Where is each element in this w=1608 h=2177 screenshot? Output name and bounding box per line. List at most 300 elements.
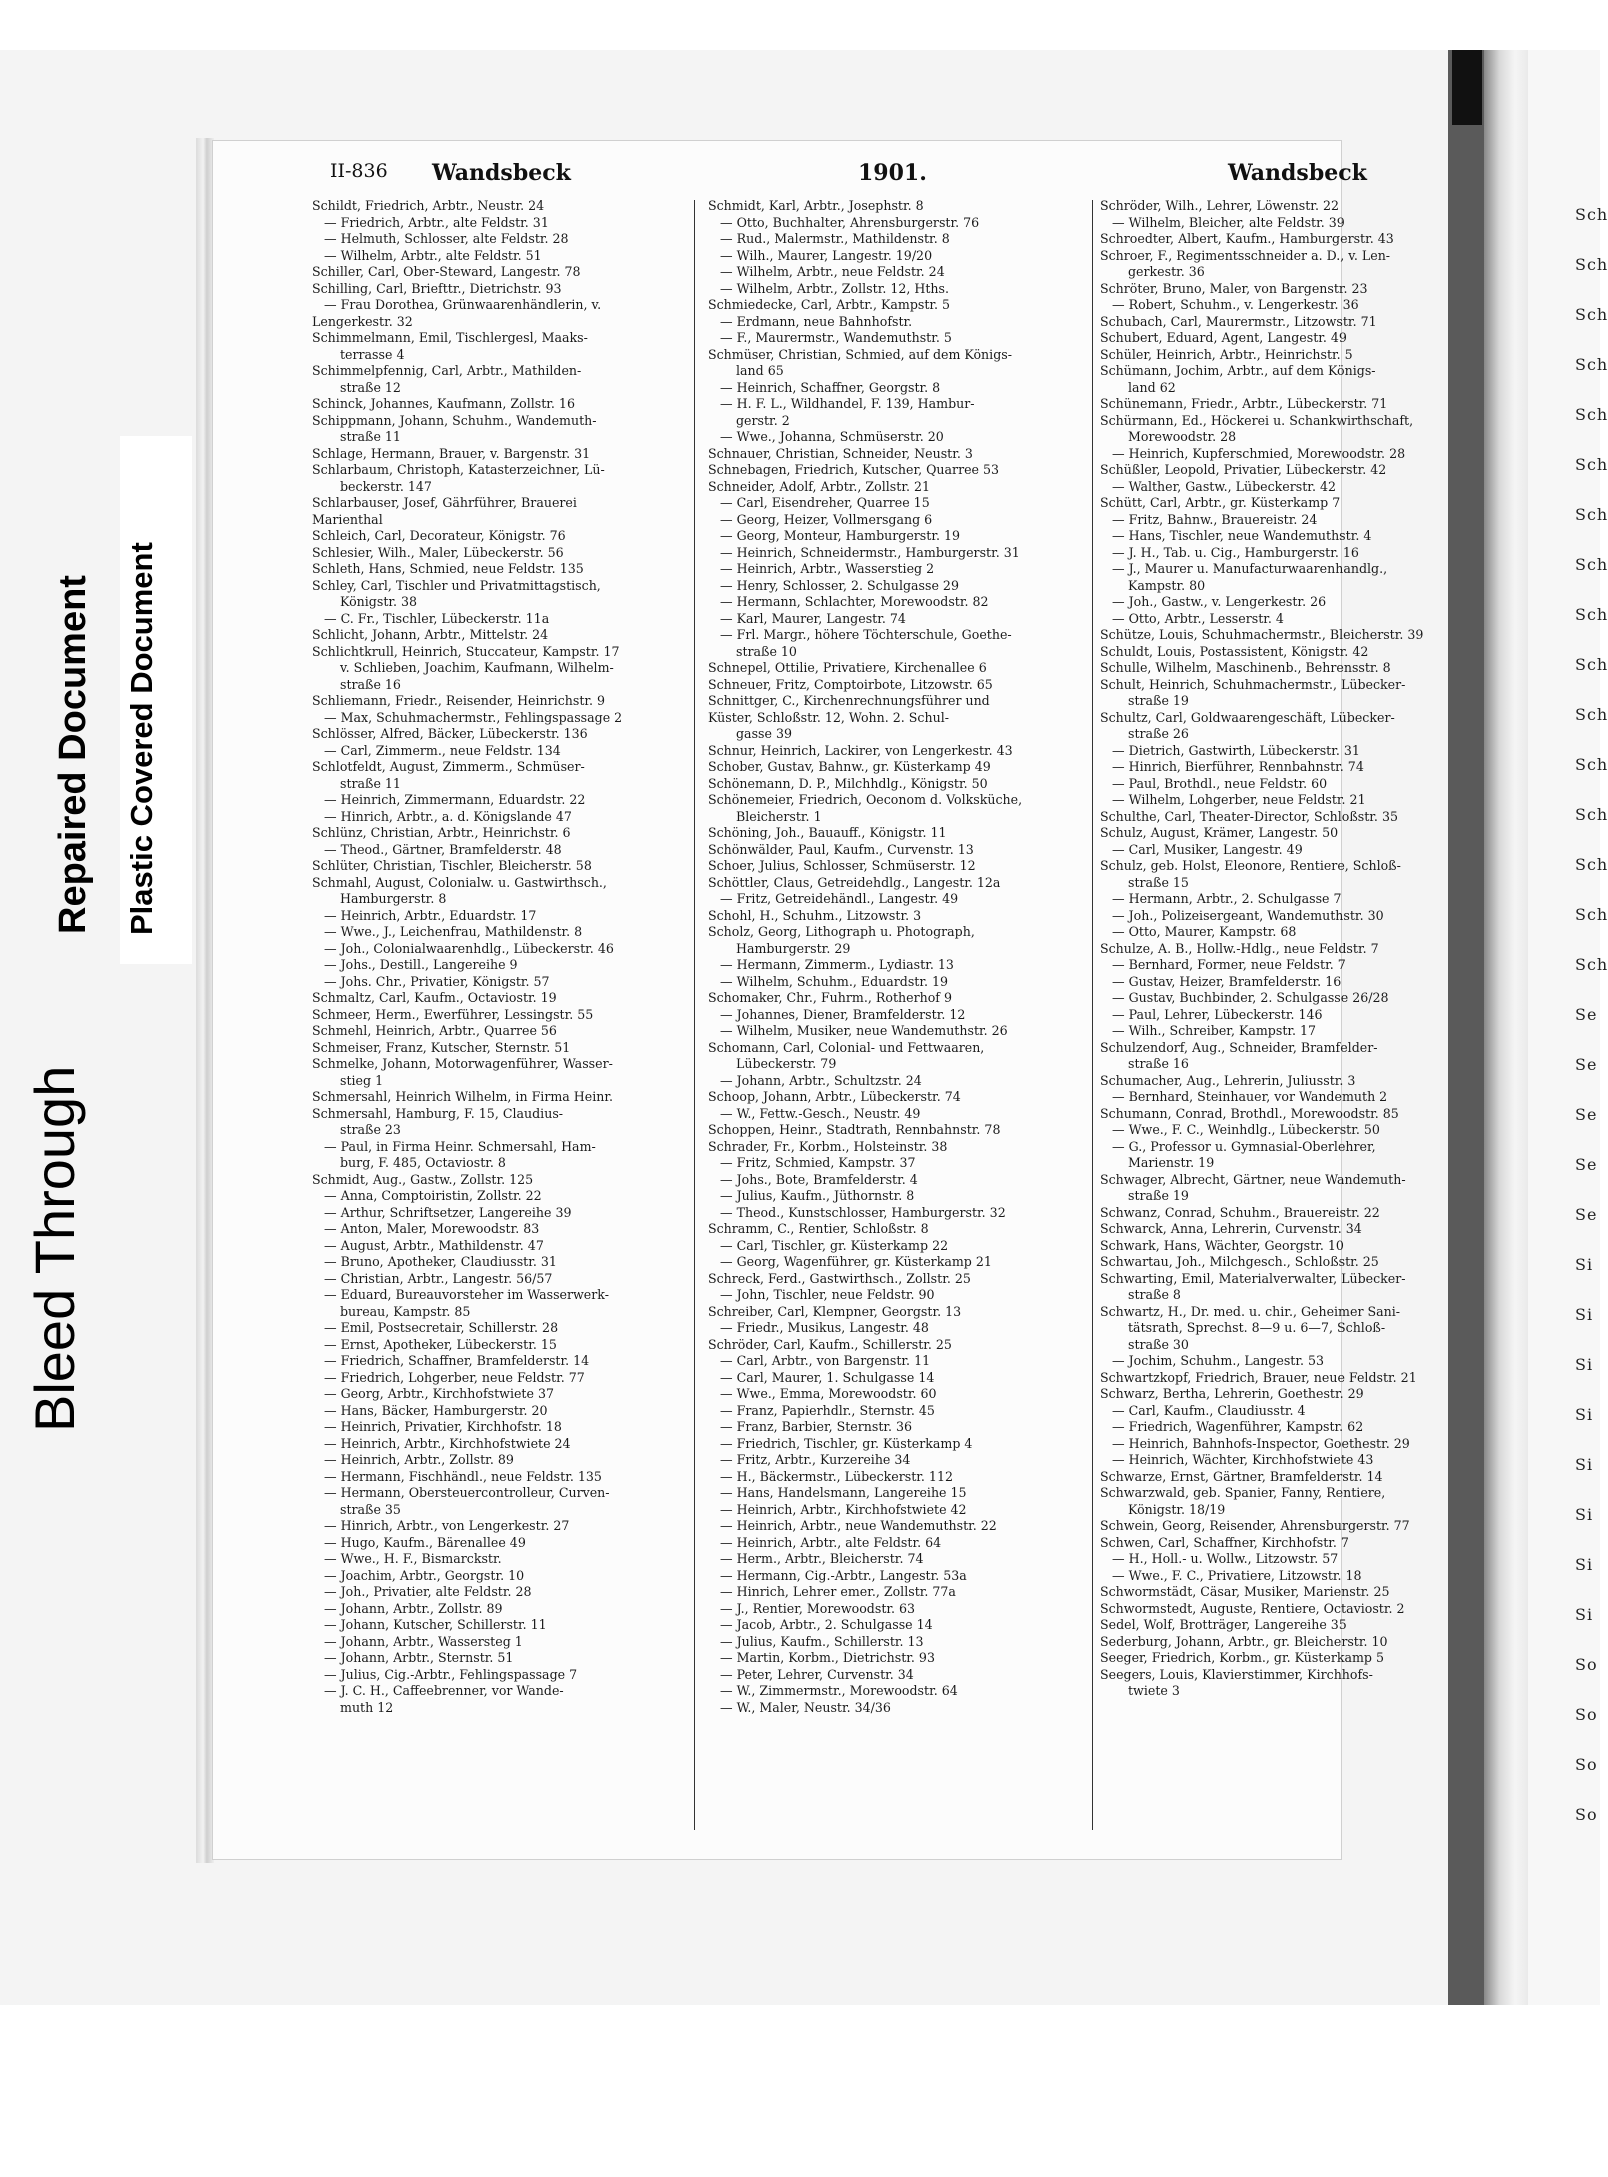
directory-line: — Julius, Kaufm., Jüthornstr. 8 bbox=[720, 1188, 915, 1203]
directory-line: Schlarbaum, Christoph, Katasterzeichner, Lü- bbox=[312, 462, 605, 477]
directory-line: — Wilhelm, Schuhm., Eduardstr. 19 bbox=[720, 973, 949, 989]
directory-line: Schult, Heinrich, Schuhmachermstr., Lübecker- bbox=[1100, 676, 1406, 692]
page-number: II-836 bbox=[330, 160, 388, 182]
directory-line: Schultz, Carl, Goldwaarengeschäft, Lübecker- bbox=[1100, 709, 1395, 725]
directory-line: Schröder, Carl, Kaufm., Schillerstr. 25 bbox=[708, 1336, 952, 1352]
directory-line: stieg 1 bbox=[340, 1072, 384, 1088]
directory-line: — Heinrich, Arbtr., neue Wandemuthstr. 22 bbox=[720, 1518, 997, 1533]
directory-line: — Hermann, Arbtr., 2. Schulgasse 7 bbox=[1112, 891, 1342, 906]
next-page-fragment: Se bbox=[1575, 1155, 1598, 1174]
directory-line: twiete 3 bbox=[1128, 1683, 1180, 1698]
directory-line: — Hermann, Schlachter, Morewoodstr. 82 bbox=[720, 594, 989, 609]
directory-line: — Georg, Arbtr., Kirchhofstwiete 37 bbox=[324, 1386, 554, 1401]
directory-line: Schoer, Julius, Schlosser, Schmüserstr. 12 bbox=[708, 858, 976, 873]
directory-line: Schütt, Carl, Arbtr., gr. Küsterkamp 7 bbox=[1100, 495, 1341, 510]
directory-line: — Wwe., H. F., Bismarckstr. bbox=[324, 1551, 502, 1566]
directory-line: Schumacher, Aug., Lehrerin, Juliusstr. 3 bbox=[1100, 1072, 1356, 1088]
directory-line: — Rud., Malermstr., Mathildenstr. 8 bbox=[720, 231, 950, 246]
directory-line: — Julius, Cig.-Arbtr., Fehlingspassage 7 bbox=[324, 1666, 578, 1682]
directory-line: Schwen, Carl, Schaffner, Kirchhofstr. 7 bbox=[1100, 1534, 1349, 1550]
directory-line: Schnepel, Ottilie, Privatiere, Kirchenallee 6 bbox=[708, 660, 987, 675]
directory-line: — Emil, Postsecretair, Schillerstr. 28 bbox=[324, 1320, 559, 1335]
directory-line: — Heinrich, Schaffner, Georgstr. 8 bbox=[720, 379, 941, 395]
directory-line: — Fritz, Getreidehändl., Langestr. 49 bbox=[720, 891, 959, 906]
directory-line: Schlesier, Wilh., Maler, Lübeckerstr. 56 bbox=[312, 544, 564, 560]
next-page-fragment: Sch bbox=[1575, 955, 1608, 974]
directory-line: Sedel, Wolf, Brotträger, Langereihe 35 bbox=[1100, 1617, 1347, 1632]
directory-line: Schmiedecke, Carl, Arbtr., Kampstr. 5 bbox=[708, 297, 951, 312]
directory-line: land 65 bbox=[736, 363, 784, 378]
directory-line: Schubach, Carl, Maurermstr., Litzowstr. 71 bbox=[1100, 313, 1377, 329]
directory-line: Schmersahl, Heinrich Wilhelm, in Firma Heinr. bbox=[312, 1089, 614, 1104]
next-page-fragment: Si bbox=[1575, 1305, 1594, 1324]
directory-line: — Wilhelm, Bleicher, alte Feldstr. 39 bbox=[1112, 214, 1345, 230]
directory-line: Scholz, Georg, Lithograph u. Photograph, bbox=[708, 924, 975, 939]
directory-line: — Georg, Heizer, Vollmersgang 6 bbox=[720, 511, 933, 527]
directory-line: — Wilhelm, Arbtr., alte Feldstr. 51 bbox=[324, 247, 542, 263]
directory-line: Schnur, Heinrich, Lackirer, von Lengerkestr. 43 bbox=[708, 742, 1013, 758]
directory-line: — August, Arbtr., Mathildenstr. 47 bbox=[324, 1237, 544, 1253]
directory-line: — H., Holl.- u. Wollw., Litzowstr. 57 bbox=[1112, 1551, 1339, 1566]
bleed-through-label: Bleed Through bbox=[23, 1065, 86, 1432]
directory-line: — Franz, Barbier, Sternstr. 36 bbox=[720, 1419, 913, 1434]
directory-line: straße 10 bbox=[736, 643, 797, 659]
directory-line: Schulzendorf, Aug., Schneider, Bramfelder- bbox=[1100, 1039, 1378, 1055]
directory-line: — Franz, Papierhdlr., Sternstr. 45 bbox=[720, 1402, 935, 1418]
directory-line: — Georg, Wagenführer, gr. Küsterkamp 21 bbox=[720, 1254, 992, 1269]
directory-line: straße 35 bbox=[340, 1501, 401, 1517]
next-page-fragment: So bbox=[1575, 1755, 1598, 1774]
directory-line: Schröter, Bruno, Maler, von Bargenstr. 23 bbox=[1100, 280, 1368, 296]
directory-line: — W., Fettw.-Gesch., Neustr. 49 bbox=[720, 1105, 921, 1121]
directory-line: — Carl, Eisendreher, Quarree 15 bbox=[720, 495, 930, 510]
directory-line: — Heinrich, Arbtr., Eduardstr. 17 bbox=[324, 907, 537, 923]
next-page-fragment: Sch bbox=[1575, 405, 1608, 424]
directory-line: — Hugo, Kaufm., Bärenallee 49 bbox=[324, 1534, 526, 1550]
directory-line: — Hermann, Cig.-Arbtr., Langestr. 53a bbox=[720, 1567, 967, 1583]
directory-line: Schmidt, Karl, Arbtr., Josephstr. 8 bbox=[708, 198, 924, 213]
directory-line: — Hans, Bäcker, Hamburgerstr. 20 bbox=[324, 1402, 548, 1418]
directory-line: — Johannes, Diener, Bramfelderstr. 12 bbox=[720, 1006, 966, 1022]
directory-line: — Heinrich, Privatier, Kirchhofstr. 18 bbox=[324, 1419, 562, 1434]
directory-line: — Joh., Colonialwaarenhdlg., Lübeckerstr. 46 bbox=[324, 940, 614, 956]
directory-line: — Johann, Arbtr., Wassersteg 1 bbox=[324, 1633, 523, 1649]
directory-line: — Heinrich, Arbtr., Zollstr. 89 bbox=[324, 1452, 514, 1467]
directory-line: — Eduard, Bureauvorsteher im Wasserwerk- bbox=[324, 1287, 609, 1302]
directory-line: — Hans, Handelsmann, Langereihe 15 bbox=[720, 1485, 967, 1500]
directory-line: — H. F. L., Wildhandel, F. 139, Hambur- bbox=[720, 396, 975, 411]
directory-line: Schönwälder, Paul, Kaufm., Curvenstr. 13 bbox=[708, 841, 974, 857]
directory-line: — Johann, Kutscher, Schillerstr. 11 bbox=[324, 1617, 547, 1632]
directory-line: — Friedrich, Tischler, gr. Küsterkamp 4 bbox=[720, 1435, 973, 1451]
directory-line: — Max, Schuhmachermstr., Fehlingspassage 2 bbox=[324, 709, 623, 725]
directory-line: Schwarz, Bertha, Lehrerin, Goethestr. 29 bbox=[1100, 1386, 1364, 1401]
directory-line: Lübeckerstr. 79 bbox=[736, 1056, 837, 1071]
directory-line: — Joh., Polizeisergeant, Wandemuthstr. 30 bbox=[1112, 907, 1384, 923]
next-page-fragment: Sch bbox=[1575, 705, 1608, 724]
directory-line: Schomaker, Chr., Fuhrm., Rotherhof 9 bbox=[708, 990, 952, 1005]
directory-line: — Anton, Maler, Morewoodstr. 83 bbox=[324, 1221, 540, 1236]
directory-line: — Hinrich, Arbtr., a. d. Königslande 47 bbox=[324, 808, 572, 824]
directory-line: — Frl. Margr., höhere Töchterschule, Goethe- bbox=[720, 627, 1012, 642]
directory-line: — Fritz, Schmied, Kampstr. 37 bbox=[720, 1155, 916, 1170]
directory-line: Schoppen, Heinr., Stadtrath, Rennbahnstr. 78 bbox=[708, 1122, 1001, 1137]
directory-line: Schroer, F., Regimentsschneider a. D., v. Len- bbox=[1100, 247, 1391, 263]
directory-line: Küster, Schloßstr. 12, Wohn. 2. Schul- bbox=[708, 709, 949, 725]
directory-line: straße 19 bbox=[1128, 693, 1189, 708]
directory-line: — Fritz, Bahnw., Brauereistr. 24 bbox=[1112, 511, 1318, 527]
directory-line: Schlotfeldt, August, Zimmerm., Schmüser- bbox=[312, 759, 585, 774]
directory-line: — Wilhelm, Arbtr., Zollstr. 12, Hths. bbox=[720, 280, 950, 296]
directory-line: — Georg, Monteur, Hamburgerstr. 19 bbox=[720, 528, 960, 543]
directory-line: — Wilh., Maurer, Langestr. 19/20 bbox=[720, 247, 933, 263]
directory-line: Schönemann, D. P., Milchhdlg., Königstr. 50 bbox=[708, 775, 988, 791]
directory-line: — Gustav, Buchbinder, 2. Schulgasse 26/28 bbox=[1112, 990, 1389, 1005]
directory-line: Schlichtkrull, Heinrich, Stuccateur, Kampstr. 17 bbox=[312, 643, 620, 659]
directory-line: Schwartzkopf, Friedrich, Brauer, neue Feldstr. 21 bbox=[1100, 1369, 1417, 1385]
directory-line: — Paul, Lehrer, Lübeckerstr. 146 bbox=[1112, 1006, 1323, 1022]
directory-line: — Bernhard, Former, neue Feldstr. 7 bbox=[1112, 957, 1346, 972]
directory-line: Schöning, Joh., Bauauff., Königstr. 11 bbox=[708, 825, 947, 840]
directory-line: straße 8 bbox=[1128, 1287, 1181, 1302]
directory-line: Schroedter, Albert, Kaufm., Hamburgerstr. 43 bbox=[1100, 231, 1394, 246]
directory-line: — Paul, Brothdl., neue Feldstr. 60 bbox=[1112, 775, 1328, 791]
directory-line: — Jacob, Arbtr., 2. Schulgasse 14 bbox=[720, 1617, 933, 1632]
directory-line: — J., Rentier, Morewoodstr. 63 bbox=[720, 1600, 916, 1616]
directory-line: — Bernhard, Steinhauer, vor Wandemuth 2 bbox=[1112, 1089, 1388, 1104]
directory-line: — Wilhelm, Lohgerber, neue Feldstr. 21 bbox=[1112, 792, 1366, 807]
directory-line: straße 11 bbox=[340, 429, 401, 444]
directory-line: burg, F. 485, Octaviostr. 8 bbox=[340, 1155, 506, 1170]
next-page-fragment: Si bbox=[1575, 1555, 1594, 1574]
directory-line: Seegers, Louis, Klavierstimmer, Kirchhofs- bbox=[1100, 1666, 1373, 1682]
directory-line: Schippmann, Johann, Schuhm., Wandemuth- bbox=[312, 412, 597, 428]
next-page-fragment: So bbox=[1575, 1705, 1598, 1724]
running-head-left: Wandsbeck bbox=[432, 160, 571, 186]
next-page-fragment: Sch bbox=[1575, 205, 1608, 224]
directory-line: Schwormstedt, Auguste, Rentiere, Octaviostr. 2 bbox=[1100, 1600, 1405, 1616]
next-page-fragment: Si bbox=[1575, 1405, 1594, 1424]
directory-line: bureau, Kampstr. 85 bbox=[340, 1303, 471, 1319]
directory-line: — Heinrich, Arbtr., alte Feldstr. 64 bbox=[720, 1534, 942, 1550]
directory-line: — Heinrich, Arbtr., Wasserstieg 2 bbox=[720, 561, 935, 576]
directory-line: Schrader, Fr., Korbm., Holsteinstr. 38 bbox=[708, 1138, 948, 1154]
directory-line: — Peter, Lehrer, Curvenstr. 34 bbox=[720, 1666, 914, 1682]
directory-line: — Wwe., J., Leichenfrau, Mathildenstr. 8 bbox=[324, 924, 583, 939]
directory-line: — Hermann, Zimmerm., Lydiastr. 13 bbox=[720, 957, 954, 972]
directory-line: — Fritz, Arbtr., Kurzereihe 34 bbox=[720, 1452, 911, 1467]
directory-line: — Johs. Chr., Privatier, Königstr. 57 bbox=[324, 973, 550, 989]
column-rule bbox=[694, 200, 695, 1830]
directory-line: straße 26 bbox=[1128, 726, 1189, 741]
directory-line: Schwager, Albrecht, Gärtner, neue Wandemuth- bbox=[1100, 1171, 1406, 1187]
directory-line: — F., Maurermstr., Wandemuthstr. 5 bbox=[720, 330, 952, 345]
directory-line: Schmelke, Johann, Motorwagenführer, Wasser- bbox=[312, 1056, 613, 1071]
directory-line: — C. Fr., Tischler, Lübeckerstr. 11a bbox=[324, 610, 550, 626]
directory-line: v. Schlieben, Joachim, Kaufmann, Wilhelm- bbox=[340, 660, 614, 675]
directory-line: Schulthe, Carl, Theater-Director, Schloßstr. 35 bbox=[1100, 808, 1398, 824]
binding-shadow bbox=[1452, 50, 1482, 125]
directory-line: — Anna, Comptoiristin, Zollstr. 22 bbox=[324, 1188, 542, 1203]
directory-line: — Wilhelm, Musiker, neue Wandemuthstr. 26 bbox=[720, 1023, 1008, 1038]
directory-line: Schönemeier, Friedrich, Oeconom d. Volksküche, bbox=[708, 792, 1023, 807]
directory-line: Schiller, Carl, Ober-Steward, Langestr. 78 bbox=[312, 264, 581, 279]
directory-line: Schley, Carl, Tischler und Privatmittagstisch, bbox=[312, 577, 601, 593]
directory-line: — Gustav, Heizer, Bramfelderstr. 16 bbox=[1112, 973, 1342, 989]
directory-line: Schöttler, Claus, Getreidehdlg., Langestr. 12a bbox=[708, 874, 1001, 890]
next-page-fragment: Si bbox=[1575, 1355, 1594, 1374]
directory-line: Schulze, A. B., Hollw.-Hdlg., neue Feldstr. 7 bbox=[1100, 940, 1379, 956]
directory-line: — Carl, Maurer, 1. Schulgasse 14 bbox=[720, 1369, 935, 1385]
next-page-edge bbox=[1484, 50, 1528, 2005]
directory-line: — Friedrich, Lohgerber, neue Feldstr. 77 bbox=[324, 1369, 585, 1385]
directory-line: Seeger, Friedrich, Korbm., gr. Küsterkamp 5 bbox=[1100, 1650, 1384, 1665]
directory-line: — Joh., Gastw., v. Lengerkestr. 26 bbox=[1112, 594, 1327, 609]
directory-line: — Hinrich, Bierführer, Rennbahnstr. 74 bbox=[1112, 759, 1364, 774]
directory-line: Schomann, Carl, Colonial- und Fettwaaren, bbox=[708, 1039, 985, 1055]
next-page-fragment: Sch bbox=[1575, 455, 1608, 474]
directory-line: — Heinrich, Wächter, Kirchhofstwiete 43 bbox=[1112, 1452, 1374, 1467]
directory-line: Schneider, Adolf, Arbtr., Zollstr. 21 bbox=[708, 478, 930, 494]
next-page-fragment: So bbox=[1575, 1655, 1598, 1674]
directory-line: straße 11 bbox=[340, 775, 401, 791]
directory-column-3 bbox=[1100, 198, 1445, 1700]
directory-line: Schilling, Carl, Briefttr., Dietrichstr. 93 bbox=[312, 280, 562, 296]
directory-line: — Arthur, Schriftsetzer, Langereihe 39 bbox=[324, 1204, 572, 1220]
directory-line: — Joh., Privatier, alte Feldstr. 28 bbox=[324, 1584, 532, 1599]
directory-line: Schmeiser, Franz, Kutscher, Sternstr. 51 bbox=[312, 1039, 571, 1055]
directory-line: Königstr. 38 bbox=[340, 594, 418, 609]
directory-line: — Robert, Schuhm., v. Lengerkestr. 36 bbox=[1112, 297, 1359, 312]
next-page-fragment: So bbox=[1575, 1805, 1598, 1824]
column-rule bbox=[1092, 200, 1093, 1830]
directory-line: Schnauer, Christian, Schneider, Neustr. 3 bbox=[708, 445, 973, 461]
next-page-fragment: Si bbox=[1575, 1255, 1594, 1274]
repaired-document-label: Repaired Document bbox=[52, 575, 94, 934]
directory-line: Schnittger, C., Kirchenrechnungsführer und bbox=[708, 693, 990, 708]
directory-line: — Otto, Arbtr., Lesserstr. 4 bbox=[1112, 610, 1284, 626]
directory-line: straße 15 bbox=[1128, 874, 1189, 890]
directory-line: — Hans, Tischler, neue Wandemuthstr. 4 bbox=[1112, 528, 1372, 543]
directory-line: straße 16 bbox=[340, 676, 401, 692]
directory-line: — Heinrich, Arbtr., Kirchhofstwiete 24 bbox=[324, 1435, 571, 1451]
next-page-fragment: Si bbox=[1575, 1455, 1594, 1474]
directory-line: — Friedr., Musikus, Langestr. 48 bbox=[720, 1320, 929, 1335]
directory-line: Schoop, Johann, Arbtr., Lübeckerstr. 74 bbox=[708, 1089, 961, 1104]
directory-line: — Wwe., F. C., Weinhdlg., Lübeckerstr. 50 bbox=[1112, 1122, 1380, 1137]
next-page-fragment: Si bbox=[1575, 1605, 1594, 1624]
directory-line: Schnebagen, Friedrich, Kutscher, Quarree 53 bbox=[708, 462, 1000, 477]
directory-line: Schlicht, Johann, Arbtr., Mittelstr. 24 bbox=[312, 627, 549, 642]
directory-line: beckerstr. 147 bbox=[340, 478, 432, 494]
directory-line: — Johann, Arbtr., Zollstr. 89 bbox=[324, 1600, 503, 1616]
directory-line: Schober, Gustav, Bahnw., gr. Küsterkamp 49 bbox=[708, 759, 991, 774]
directory-line: Schüßler, Leopold, Privatier, Lübeckerstr. 42 bbox=[1100, 462, 1387, 477]
directory-line: — Friedrich, Schaffner, Bramfelderstr. 14 bbox=[324, 1353, 590, 1368]
directory-line: — Joachim, Arbtr., Georgstr. 10 bbox=[324, 1567, 525, 1583]
directory-line: Marienstr. 19 bbox=[1128, 1155, 1215, 1170]
directory-line: Schwein, Georg, Reisender, Ahrensburgerstr. 77 bbox=[1100, 1518, 1410, 1533]
directory-line: Schulz, geb. Holst, Eleonore, Rentiere, Schloß- bbox=[1100, 858, 1401, 873]
directory-line: — Wwe., F. C., Privatiere, Litzowstr. 18 bbox=[1112, 1567, 1362, 1583]
next-page-fragment: Se bbox=[1575, 1205, 1598, 1224]
directory-line: — Theod., Gärtner, Bramfelderstr. 48 bbox=[324, 841, 562, 857]
directory-line: — J. C. H., Caffeebrenner, vor Wande- bbox=[324, 1683, 564, 1698]
directory-line: gasse 39 bbox=[736, 726, 792, 741]
directory-line: Schimmelpfennig, Carl, Arbtr., Mathilden- bbox=[312, 363, 582, 378]
directory-line: — Walther, Gastw., Lübeckerstr. 42 bbox=[1112, 478, 1336, 494]
next-page-fragment: Se bbox=[1575, 1055, 1598, 1074]
plastic-covered-label: Plastic Covered Document bbox=[124, 542, 159, 935]
directory-line: — Helmuth, Schlosser, alte Feldstr. 28 bbox=[324, 231, 569, 246]
directory-line: Kampstr. 80 bbox=[1128, 577, 1206, 593]
directory-line: muth 12 bbox=[340, 1699, 394, 1715]
directory-line: Schwarzwald, geb. Spanier, Fanny, Rentiere, bbox=[1100, 1485, 1386, 1500]
next-page-fragment: Sch bbox=[1575, 655, 1608, 674]
directory-line: — Martin, Korbm., Dietrichstr. 93 bbox=[720, 1650, 935, 1665]
directory-line: Schürmann, Ed., Höckerei u. Schankwirthschaft, bbox=[1100, 412, 1414, 428]
directory-line: — W., Maler, Neustr. 34/36 bbox=[720, 1699, 891, 1715]
next-page-fragment: Sch bbox=[1575, 355, 1608, 374]
directory-line: — Hermann, Obersteuercontrolleur, Curven- bbox=[324, 1485, 610, 1500]
directory-line: — Friedrich, Arbtr., alte Feldstr. 31 bbox=[324, 214, 549, 230]
directory-line: — Heinrich, Arbtr., Kirchhofstwiete 42 bbox=[720, 1501, 967, 1517]
directory-line: Schwanz, Conrad, Schuhm., Brauereistr. 22 bbox=[1100, 1204, 1380, 1220]
directory-line: straße 30 bbox=[1128, 1336, 1189, 1352]
directory-line: — Heinrich, Bahnhofs-Inspector, Goethestr. 29 bbox=[1112, 1435, 1410, 1451]
directory-line: Schneuer, Fritz, Comptoirbote, Litzowstr. 65 bbox=[708, 676, 993, 692]
directory-line: straße 12 bbox=[340, 379, 401, 395]
directory-line: — J., Maurer u. Manufacturwaarenhandlg., bbox=[1112, 561, 1388, 576]
directory-line: Hamburgerstr. 29 bbox=[736, 940, 851, 956]
directory-line: Königstr. 18/19 bbox=[1128, 1501, 1226, 1517]
directory-line: — Frau Dorothea, Grünwaarenhändlerin, v. bbox=[324, 297, 602, 312]
directory-line: Schmüser, Christian, Schmied, auf dem Königs- bbox=[708, 346, 1012, 362]
directory-line: — Christian, Arbtr., Langestr. 56/57 bbox=[324, 1270, 553, 1286]
directory-line: Schmaltz, Carl, Kaufm., Octaviostr. 19 bbox=[312, 990, 557, 1005]
directory-line: land 62 bbox=[1128, 379, 1176, 395]
directory-line: Schüler, Heinrich, Arbtr., Heinrichstr. 5 bbox=[1100, 346, 1353, 362]
directory-line: Schildt, Friedrich, Arbtr., Neustr. 24 bbox=[312, 198, 545, 213]
directory-line: Schröder, Wilh., Lehrer, Löwenstr. 22 bbox=[1100, 198, 1339, 213]
next-page-fragment: Si bbox=[1575, 1505, 1594, 1524]
directory-line: Lengerkestr. 32 bbox=[312, 313, 413, 329]
directory-line: Schramm, C., Rentier, Schloßstr. 8 bbox=[708, 1221, 929, 1236]
directory-line: straße 23 bbox=[340, 1122, 401, 1137]
directory-line: — Hinrich, Lehrer emer., Zollstr. 77a bbox=[720, 1584, 956, 1599]
directory-line: Schünemann, Friedr., Arbtr., Lübeckerstr. 71 bbox=[1100, 396, 1388, 411]
directory-line: Schubert, Eduard, Agent, Langestr. 49 bbox=[1100, 330, 1347, 345]
directory-line: Schinck, Johannes, Kaufmann, Zollstr. 16 bbox=[312, 396, 575, 411]
directory-line: tätsrath, Sprechst. 8—9 u. 6—7, Schloß- bbox=[1128, 1320, 1386, 1335]
directory-line: gerkestr. 36 bbox=[1128, 264, 1205, 279]
directory-line: Schlüter, Christian, Tischler, Bleicherstr. 58 bbox=[312, 858, 592, 873]
directory-line: Schulle, Wilhelm, Maschinenb., Behrensstr. 8 bbox=[1100, 660, 1391, 675]
directory-line: Schütze, Louis, Schuhmachermstr., Bleicherstr. 39 bbox=[1100, 627, 1424, 642]
directory-line: — Wwe., Emma, Morewoodstr. 60 bbox=[720, 1386, 937, 1401]
running-head-year: 1901. bbox=[858, 160, 927, 186]
directory-column-1 bbox=[312, 198, 682, 1716]
directory-line: Schmahl, August, Colonialw. u. Gastwirthsch., bbox=[312, 874, 607, 890]
directory-line: — Carl, Zimmerm., neue Feldstr. 134 bbox=[324, 742, 561, 758]
next-page-fragment: Se bbox=[1575, 1005, 1598, 1024]
directory-line: gerstr. 2 bbox=[736, 412, 790, 428]
directory-line: Morewoodstr. 28 bbox=[1128, 429, 1237, 444]
directory-line: Schleich, Carl, Decorateur, Königstr. 76 bbox=[312, 528, 566, 543]
directory-line: Schleth, Hans, Schmied, neue Feldstr. 135 bbox=[312, 561, 584, 576]
directory-line: — Friedrich, Wagenführer, Kampstr. 62 bbox=[1112, 1419, 1364, 1434]
directory-line: — W., Zimmermstr., Morewoodstr. 64 bbox=[720, 1683, 958, 1698]
directory-line: — Herm., Arbtr., Bleicherstr. 74 bbox=[720, 1551, 924, 1566]
directory-line: Bleicherstr. 1 bbox=[736, 808, 822, 824]
directory-line: — Karl, Maurer, Langestr. 74 bbox=[720, 610, 906, 626]
next-page-fragment: Sch bbox=[1575, 855, 1608, 874]
directory-line: — Dietrich, Gastwirth, Lübeckerstr. 31 bbox=[1112, 742, 1360, 758]
directory-line: — G., Professor u. Gymnasial-Oberlehrer, bbox=[1112, 1138, 1376, 1154]
directory-line: Schlünz, Christian, Arbtr., Heinrichstr. 6 bbox=[312, 825, 571, 840]
directory-line: — Hinrich, Arbtr., von Lengerkestr. 27 bbox=[324, 1518, 570, 1533]
directory-line: Schwormstädt, Cäsar, Musiker, Marienstr. 25 bbox=[1100, 1584, 1390, 1599]
next-page-fragment: Sch bbox=[1575, 805, 1608, 824]
directory-line: — Johann, Arbtr., Sternstr. 51 bbox=[324, 1650, 514, 1665]
next-page-fragment: Sch bbox=[1575, 305, 1608, 324]
directory-line: Schwarck, Anna, Lehrerin, Curvenstr. 34 bbox=[1100, 1221, 1362, 1236]
directory-line: — Heinrich, Zimmermann, Eduardstr. 22 bbox=[324, 792, 586, 807]
directory-line: — H., Bäckermstr., Lübeckerstr. 112 bbox=[720, 1468, 953, 1484]
directory-line: — Carl, Musiker, Langestr. 49 bbox=[1112, 841, 1303, 857]
directory-line: Schmidt, Aug., Gastw., Zollstr. 125 bbox=[312, 1171, 534, 1187]
directory-line: — Hermann, Fischhändl., neue Feldstr. 135 bbox=[324, 1468, 602, 1484]
running-head-right: Wandsbeck bbox=[1228, 160, 1367, 186]
next-page-fragment: Se bbox=[1575, 1105, 1598, 1124]
directory-line: Schumann, Conrad, Brothdl., Morewoodstr. 85 bbox=[1100, 1105, 1399, 1121]
directory-line: — Jochim, Schuhm., Langestr. 53 bbox=[1112, 1353, 1325, 1368]
directory-line: Schohl, H., Schuhm., Litzowstr. 3 bbox=[708, 907, 922, 923]
directory-line: Schlage, Hermann, Brauer, v. Bargenstr. 31 bbox=[312, 445, 591, 461]
directory-line: — Bruno, Apotheker, Claudiusstr. 31 bbox=[324, 1254, 557, 1269]
directory-line: Schwarting, Emil, Materialverwalter, Lübecker- bbox=[1100, 1270, 1406, 1286]
directory-line: — Henry, Schlosser, 2. Schulgasse 29 bbox=[720, 577, 959, 593]
directory-line: Hamburgerstr. 8 bbox=[340, 891, 447, 906]
directory-line: Schlösser, Alfred, Bäcker, Lübeckerstr. 136 bbox=[312, 726, 588, 741]
directory-line: Schimmelmann, Emil, Tischlergesl, Maaks- bbox=[312, 330, 588, 345]
book-binding bbox=[1448, 50, 1484, 2005]
directory-line: terrasse 4 bbox=[340, 346, 405, 362]
directory-line: — Johs., Bote, Bramfelderstr. 4 bbox=[720, 1171, 918, 1187]
directory-line: — Otto, Buchhalter, Ahrensburgerstr. 76 bbox=[720, 214, 980, 230]
directory-line: — Wwe., Johanna, Schmüserstr. 20 bbox=[720, 429, 944, 444]
directory-line: Sederburg, Johann, Arbtr., gr. Bleicherstr. 10 bbox=[1100, 1633, 1388, 1649]
next-page-fragment: Sch bbox=[1575, 505, 1608, 524]
directory-line: Schlarbauser, Josef, Gährführer, Brauerei bbox=[312, 495, 577, 510]
directory-line: Schmehl, Heinrich, Arbtr., Quarree 56 bbox=[312, 1023, 557, 1038]
directory-line: Marienthal bbox=[312, 511, 383, 527]
directory-line: — Carl, Kaufm., Claudiusstr. 4 bbox=[1112, 1402, 1306, 1418]
directory-line: — Carl, Tischler, gr. Küsterkamp 22 bbox=[720, 1237, 949, 1253]
directory-line: Schümann, Jochim, Arbtr., auf dem Königs- bbox=[1100, 363, 1376, 378]
directory-line: Schuldt, Louis, Postassistent, Königstr. 42 bbox=[1100, 643, 1369, 659]
directory-line: Schmersahl, Hamburg, F. 15, Claudius- bbox=[312, 1105, 564, 1121]
next-page-fragment: Sch bbox=[1575, 905, 1608, 924]
directory-column-2 bbox=[708, 198, 1088, 1716]
directory-line: Schulz, August, Krämer, Langestr. 50 bbox=[1100, 825, 1339, 840]
directory-line: — John, Tischler, neue Feldstr. 90 bbox=[720, 1287, 935, 1302]
directory-line: — J. H., Tab. u. Cig., Hamburgerstr. 16 bbox=[1112, 544, 1359, 560]
directory-line: — Ernst, Apotheker, Lübeckerstr. 15 bbox=[324, 1336, 557, 1352]
directory-line: — Paul, in Firma Heinr. Schmersahl, Ham- bbox=[324, 1138, 596, 1154]
directory-line: — Carl, Arbtr., von Bargenstr. 11 bbox=[720, 1353, 931, 1368]
directory-line: Schliemann, Friedr., Reisender, Heinrichstr. 9 bbox=[312, 693, 606, 708]
